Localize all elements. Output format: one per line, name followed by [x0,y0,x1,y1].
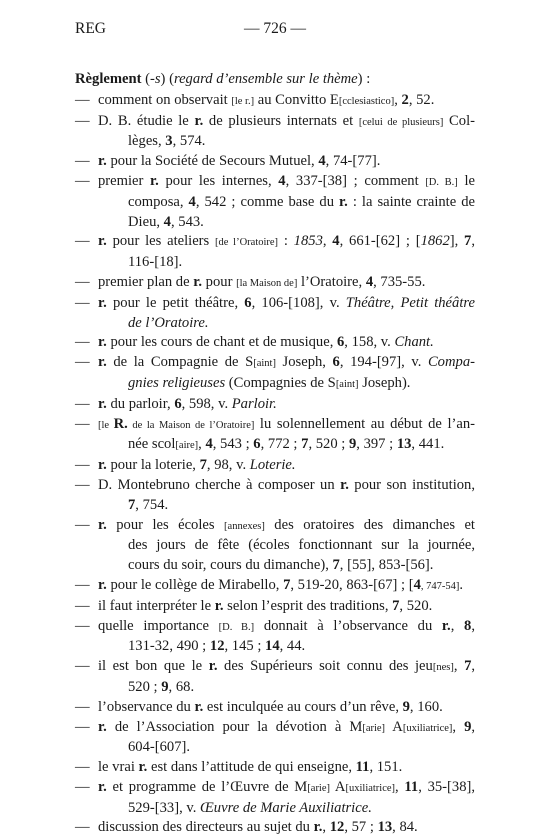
entry-text: pour les cours de chant et de musique, [106,334,337,351]
page-number: — 726 — [244,20,306,37]
entry-text: l’observance du [98,698,195,715]
entry-text: l’Oratoire, [297,273,366,290]
volume-ref: 4 [318,153,326,170]
index-entry [75,476,475,516]
entry-text: le [457,172,475,189]
entry-text: 604-[607]. [128,739,191,756]
entry-dash: — [75,153,90,170]
entry-continuation-line [98,193,475,213]
volume-ref: 6 [253,436,261,453]
index-entry [75,576,475,597]
index-entry [75,657,475,698]
entry-continuation-line [98,496,475,516]
entry-text: , 735-55. [373,273,426,290]
index-entry [75,516,475,576]
entry-text: : la sainte crainte de [347,193,475,210]
volume-ref: 11 [404,778,419,795]
page-header [0,20,550,42]
cross-ref-text: Chant. [394,334,434,351]
entry-dash: — [75,415,90,432]
editorial-note: [uxiliatrice] [402,722,453,734]
entry-continuation-line [98,556,475,576]
entry-text: , [322,233,333,250]
entry-dash: — [75,273,90,290]
volume-ref: 7 [283,576,291,593]
entry-line [98,415,475,436]
entry-line [98,818,475,838]
entry-dash: — [75,718,90,735]
entry-text: , [322,819,330,836]
volume-ref: r. [339,193,348,210]
entry-text: , [453,658,465,675]
volume-ref: r. [98,718,107,735]
volume-ref: 6 [332,354,340,371]
entry-text: , [55], 853-[56]. [339,557,434,574]
volume-ref: r. [98,354,107,371]
entry-text: , 84. [392,819,418,836]
entry-text: , 35-[38], [418,778,476,795]
volume-ref: 4 [205,436,213,453]
editorial-note: [aint] [253,358,276,370]
entry-text: pour la Société de Secours Mutuel, [106,153,319,170]
entry-text: D. Montebruno cherche à composer un [98,476,341,493]
entry-dash: — [75,658,90,675]
entry-dash: — [75,91,90,108]
volume-ref: r. [98,516,107,533]
entry-text: , 598, v. [181,395,232,412]
volume-ref: 7 [332,557,340,574]
entry-dash: — [75,457,90,474]
volume-ref: 11 [355,759,370,776]
volume-ref: r. [98,294,107,311]
entry-line [98,152,475,172]
volume-ref: 13 [396,436,412,453]
volume-ref: r. [98,395,107,412]
entry-line [98,456,475,476]
index-entry [75,172,475,232]
volume-ref: r. [150,172,159,189]
entry-text: , 57 ; [344,819,378,836]
entry-continuation-line [98,637,475,657]
index-entry [75,778,475,819]
entry-continuation-line [98,132,475,152]
entry-dash: — [75,516,90,533]
editorial-note: [de l’Oratoire] [215,237,279,249]
entry-continuation-line [98,314,475,334]
volume-ref: r. [98,778,107,795]
index-entry [75,456,475,476]
entry-text: , [471,617,475,634]
volume-ref: 4 [413,576,421,593]
editorial-note: [la Maison de] [236,277,298,289]
entry-line [98,172,475,193]
entry-text: 131-32, 490 ; [128,638,210,655]
cross-ref-text: gnies religieuses [128,374,226,391]
entry-text: lèges, [128,133,166,150]
volume-ref: 7 [392,597,400,614]
index-term: Règlement [75,71,142,87]
cross-ref-text: de l’Oratoire. [128,314,209,331]
volume-ref: 6 [174,395,182,412]
entry-line [98,778,475,799]
entry-text: Joseph, [275,354,333,371]
cross-ref-text: 1862 [420,233,450,250]
running-head: REG [75,20,106,37]
entry-text: , 337-[38] ; comment [285,172,426,189]
entry-text: de la Compagnie de S [106,354,254,371]
editorial-note: [cclesiastico] [338,95,395,107]
entry-text: , 194-[97], v. [339,354,428,371]
entry-text: , 74-[77]. [325,153,381,170]
editorial-note: , 747-54] [420,580,460,592]
entry-text: donnait à l’observance du [254,617,442,634]
entry-text: il faut interpréter le [98,597,215,614]
editorial-note: de la Maison de l’Oratoire] [127,419,255,431]
entry-text: des Supérieurs soit connu des jeu [217,658,433,675]
volume-ref: 9 [161,678,169,695]
cross-ref-text: Théâtre, Petit théâtre [345,294,476,311]
entry-line [98,597,475,617]
volume-ref: 7 [128,496,136,513]
entry-text: Joseph). [358,374,411,391]
entry-line [98,273,475,294]
editorial-note: [arie] [307,782,331,794]
entry-text: A [330,778,346,795]
index-entry [75,758,475,778]
volume-ref: 14 [265,638,280,655]
volume-ref: 4 [332,233,340,250]
volume-ref: r. [340,476,349,493]
entry-text: , 520 ; [308,436,349,453]
editorial-note: [annexes] [224,520,265,532]
heading-note-paren-close: ) [357,71,363,87]
index-entry [75,294,475,334]
volume-ref: r. [98,233,107,250]
entry-text: , 44. [279,638,306,655]
entry-text: A [385,718,403,735]
volume-ref: 7 [464,658,472,675]
entry-continuation-line [98,678,475,698]
entry-dash: — [75,617,90,634]
heading-note: regard d’ensemble sur le thème [173,71,358,87]
heading-suffix-close: ) [160,71,166,87]
volume-ref: 7 [199,457,207,474]
index-entry [75,415,475,457]
entry-text: , 52. [408,91,435,108]
index-entries [75,91,475,838]
entry-text: selon l’esprit des traditions, [223,597,393,614]
entry-continuation-line [98,738,475,758]
editorial-note: [D. B.] [425,176,458,188]
entry-text: , 520. [399,597,433,614]
entry-text: du parloir, [106,395,175,412]
entry-dash: — [75,476,90,493]
editorial-note: [le r.] [231,95,255,107]
editorial-note: [D. B.] [218,621,255,633]
entry-text: pour [202,273,237,290]
entry-text: Dieu, [128,213,164,230]
volume-ref: R. [113,415,128,432]
entry-text: premier plan de [98,273,194,290]
entry-text: pour les internes, [158,172,279,189]
entry-text: le vrai [98,759,139,776]
entry-continuation-line [98,374,475,395]
entry-dash: — [75,576,90,593]
entry-continuation-line [98,536,475,556]
editorial-note: [nes] [432,662,454,674]
entry-dash: — [75,354,90,371]
entry-text: . [459,576,464,593]
entry-text: , 397 ; [356,436,397,453]
editorial-note: [celui de plusieurs] [358,116,444,128]
entry-text: des jours de fête (écoles fonctionnant sur la journée, [128,537,475,554]
entry-text: D. B. étudie le [98,112,195,129]
entry-text: quelle importance [98,617,219,634]
entry-line [98,617,475,638]
entry-text: est inculquée au cours d’un rêve, [203,698,403,715]
entry-text: , 772 ; [260,436,302,453]
entry-text: discussion des directeurs au sujet du [98,819,314,836]
entry-text: pour le petit théâtre, [106,294,245,311]
entry-text: , 98, v. [206,457,250,474]
entry-dash: — [75,395,90,412]
entry-text: 529-[33], v. [128,799,201,816]
index-body [75,70,475,838]
entry-text: 116-[18]. [128,254,183,271]
entry-line [98,294,475,314]
entry-text: , 106-[108], v. [251,294,346,311]
entry-text: pour son institution, [348,476,475,493]
entry-dash: — [75,233,90,250]
cross-ref-text: 1853 [293,233,323,250]
entry-line [98,353,475,374]
entry-line [98,516,475,537]
index-entry [75,273,475,294]
index-entry [75,112,475,153]
heading-suffix-open: ( [141,71,150,87]
heading-colon: : [362,71,371,87]
volume-ref: 4 [188,193,196,210]
entry-text: de plusieurs internats et [203,112,359,129]
volume-ref: r. [138,759,148,776]
entry-text: , 661-[62] ; [ [339,233,421,250]
cross-ref-text: Œuvre de Marie Auxiliatrice. [200,799,372,816]
entry-text: , [471,718,476,735]
entry-text: , [394,91,402,108]
entry-text: , 754. [135,496,169,513]
entry-text: ], [449,233,465,250]
entry-line [98,657,475,678]
index-entry [75,698,475,718]
entry-text: pour le collège de Mirabello, [106,576,284,593]
entry-text: , 441. [411,436,445,453]
volume-ref: r. [98,576,107,593]
entry-text: lu solennellement au début de l’an- [254,415,475,432]
volume-ref: r. [313,819,323,836]
entry-dash: — [75,759,90,776]
volume-ref: 9 [348,436,357,453]
editorial-note: [uxiliatrice] [345,782,396,794]
index-entry [75,333,475,353]
entry-text: 520 ; [128,678,162,695]
entry-text: , 160. [409,698,443,715]
cross-ref-text: Loterie. [249,457,296,474]
volume-ref: r. [194,698,204,715]
volume-ref: 9 [402,698,410,715]
volume-ref: 9 [464,718,472,735]
entry-continuation-line [98,213,475,233]
entry-text: : [278,233,294,250]
entry-dash: — [75,778,90,795]
index-entry [75,597,475,617]
entry-text: , 543. [170,213,204,230]
entry-text: , [198,436,206,453]
entry-line [98,476,475,496]
volume-ref: r. [214,597,224,614]
editorial-note: [le [98,419,114,431]
volume-ref: r. [98,153,107,170]
volume-ref: 8 [464,617,472,634]
volume-ref: 4 [278,172,286,189]
entry-line [98,698,475,718]
entry-text: , 574. [172,133,206,150]
cross-ref-text: Parloir. [231,395,277,412]
entry-dash: — [75,294,90,311]
entry-text: , 158, v. [344,334,395,351]
entry-text: des oratoires des dimanches et [264,516,475,533]
volume-ref: 6 [244,294,252,311]
entry-text: il est bon que le [98,658,209,675]
entry-dash: — [75,334,90,351]
volume-ref: 6 [337,334,345,351]
index-entry [75,91,475,112]
volume-ref: 13 [377,819,393,836]
index-entry [75,718,475,759]
entry-text: Col- [443,112,476,129]
volume-ref: r. [208,658,218,675]
entry-dash: — [75,819,90,836]
entry-dash: — [75,172,90,189]
volume-ref: 4 [163,213,171,230]
entry-line [98,758,475,778]
index-entry [75,818,475,838]
entry-text: née scol [128,436,176,453]
entry-text: , 542 ; comme base du [195,193,340,210]
volume-ref: 12 [329,819,345,836]
entry-text: au Convitto E [254,91,339,108]
entry-line [98,576,475,597]
volume-ref: r. [98,334,107,351]
entry-text: , 145 ; [224,638,266,655]
entry-text: pour les écoles [106,516,225,533]
entry-text: premier [98,172,151,189]
entry-text: , 68. [168,678,195,695]
index-heading [75,70,475,90]
cross-ref-text: Compa- [427,354,475,371]
volume-ref: r. [98,457,107,474]
volume-ref: 12 [209,638,225,655]
entry-text: , [395,778,405,795]
entry-text: , [471,233,475,250]
entry-text: pour la loterie, [106,457,200,474]
editorial-note: [arie] [362,722,386,734]
index-entry [75,353,475,395]
entry-dash: — [75,112,90,129]
entry-text: de l’Association pour la dévotion à M [106,718,363,735]
entry-continuation-line [98,435,475,456]
entry-text: est dans l’attitude de qui enseigne, [147,759,356,776]
volume-ref: 7 [464,233,472,250]
entry-line [98,112,475,133]
volume-ref: 7 [301,436,309,453]
entry-line [98,395,475,415]
heading-suffix: -s [149,71,161,87]
entry-continuation-line [98,253,475,273]
entry-line [98,718,475,739]
entry-continuation-line [98,799,475,819]
entry-text: , [471,658,476,675]
entry-text: , 543 ; [212,436,254,453]
index-entry [75,232,475,273]
entry-text: (Compagnies de S [225,374,336,391]
index-entry [75,152,475,172]
entry-text: et programme de l’Œuvre de M [106,778,308,795]
entry-line [98,91,475,112]
entry-text: comment on observait [98,91,232,108]
entry-line [98,232,475,253]
volume-ref: 3 [165,133,173,150]
editorial-note: [aire] [175,440,199,452]
entry-text: , [450,617,465,634]
entry-text: pour les ateliers [106,233,215,250]
volume-ref: r. [194,112,204,129]
entry-text: composa, [128,193,189,210]
volume-ref: 2 [401,91,409,108]
entry-text: , 519-20, 863-[67] ; [ [290,576,414,593]
entry-text: , [452,718,465,735]
entry-text: , 151. [369,759,403,776]
editorial-note: [aint] [335,378,359,390]
entry-dash: — [75,597,90,614]
volume-ref: r. [193,273,203,290]
index-entry [75,617,475,658]
entry-text: cours du soir, cours du dimanche), [128,557,333,574]
entry-line [98,333,475,353]
volume-ref: r. [441,617,451,634]
heading-note-paren-open: ( [169,71,174,87]
volume-ref: 4 [365,273,374,290]
index-entry [75,395,475,415]
entry-dash: — [75,698,90,715]
